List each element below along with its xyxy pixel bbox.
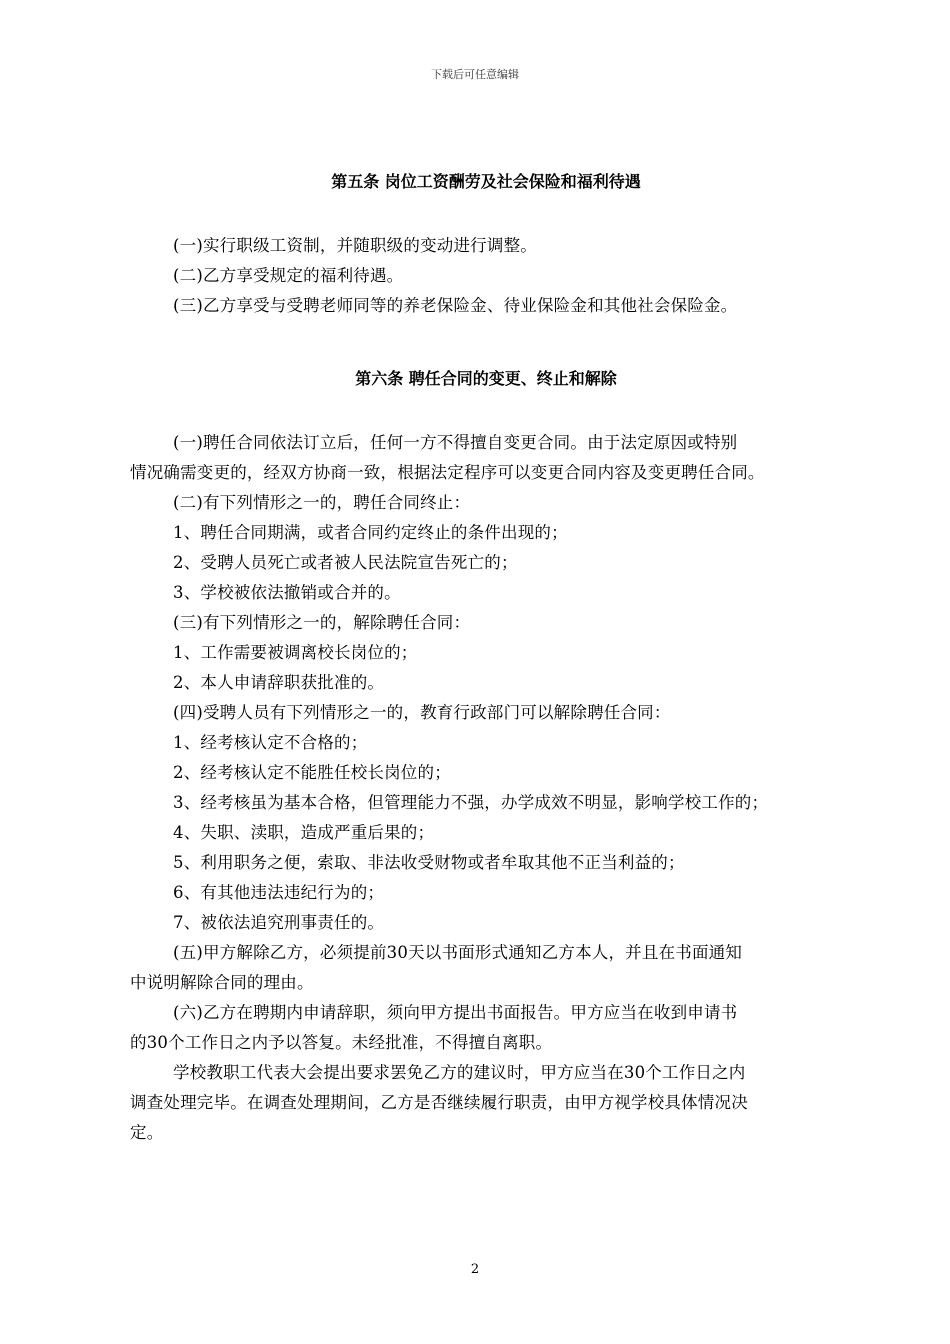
text-line: 7、被依法追究刑事责任的。 [173,913,385,932]
text-line: 1、工作需要被调离校长岗位的； [173,643,418,662]
text-line: (五)甲方解除乙方，必须提前30天以书面形式通知乙方本人，并且在书面通知 [173,943,743,962]
text-line: 中说明解除合同的理由。 [130,973,314,992]
text-line: (一)聘任合同依法订立后，任何一方不得擅自变更合同。由于法定原因或特别 [173,433,738,452]
text-line: 3、经考核虽为基本合格，但管理能力不强，办学成效不明显，影响学校工作的； [173,793,769,812]
article-5-item: (二)乙方享受规定的福利待遇。 [173,266,404,285]
text-line: (四)受聘人员有下列情形之一的，教育行政部门可以解除聘任合同： [173,703,671,722]
text-line: (二)有下列情形之一的，聘任合同终止： [173,493,471,512]
text-line: 1、经考核认定不合格的； [173,733,368,752]
text-line: (三)有下列情形之一的，解除聘任合同： [173,613,471,632]
text-line: 2、经考核认定不能胜任校长岗位的； [173,763,451,782]
text-line: 情况确需变更的，经双方协商一致，根据法定程序可以变更合同内容及变更聘任合同。 [130,463,765,482]
text-line: 6、有其他违法违纪行为的； [173,883,385,902]
text-line: 定。 [130,1123,164,1142]
text-line: 4、失职、渎职，造成严重后果的； [173,823,435,842]
text-line: 3、学校被依法撤销或合并的。 [173,583,401,602]
text-line: 2、本人申请辞职获批准的。 [173,673,385,692]
text-line: (六)乙方在聘期内申请辞职，须向甲方提出书面报告。甲方应当在收到申请书 [173,1003,738,1022]
article-6-title: 第六条 聘任合同的变更、终止和解除 [355,369,617,388]
text-line: 5、利用职务之便，索取、非法收受财物或者牟取其他不正当利益的； [173,853,685,872]
text-line: 2、受聘人员死亡或者被人民法院宣告死亡的； [173,553,518,572]
text-line: 1、聘任合同期满，或者合同约定终止的条件出现的； [173,523,568,542]
article-5-items [130,231,842,321]
page-header: 下载后可任意编辑 [431,68,519,81]
article-5-item: (一)实行职级工资制，并随职级的变动进行调整。 [173,236,537,255]
page-number: 2 [470,1262,480,1277]
text-line: 调查处理完毕。在调查处理期间，乙方是否继续履行职责，由甲方视学校具体情况决 [130,1093,748,1112]
text-line: 的30个工作日之内予以答复。未经批准，不得擅自离职。 [130,1033,553,1052]
article-6-body [130,428,842,1148]
text-line: 学校教职工代表大会提出要求罢免乙方的建议时，甲方应当在30个工作日之内 [173,1063,746,1082]
article-5-title: 第五条 岗位工资酬劳及社会保险和福利待遇 [331,172,641,191]
article-5-item: (三)乙方享受与受聘老师同等的养老保险金、待业保险金和其他社会保险金。 [173,296,738,315]
